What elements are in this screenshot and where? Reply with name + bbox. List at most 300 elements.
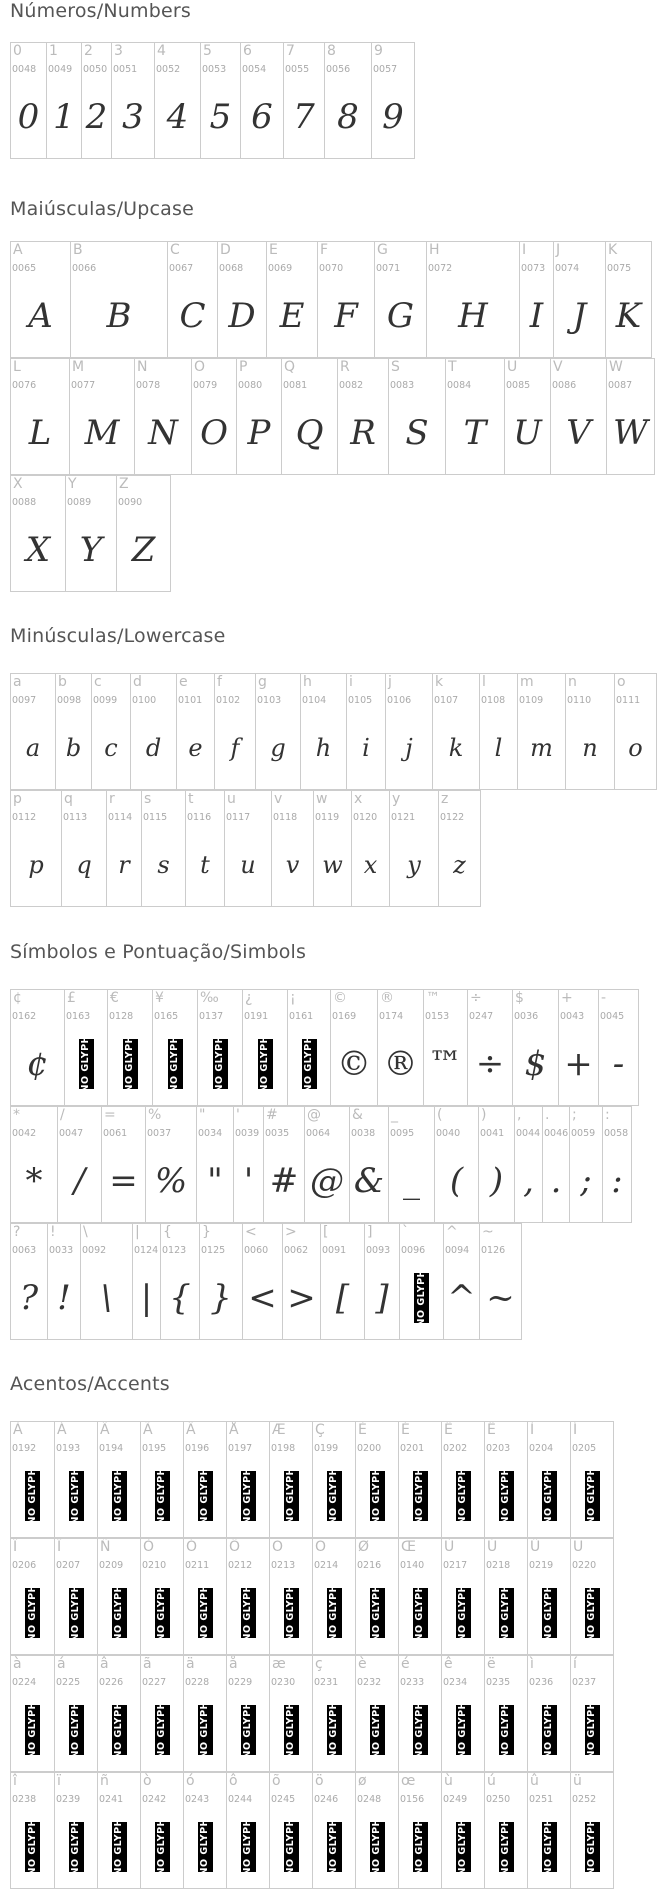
char-label: O: [194, 359, 206, 375]
char-code: 0219: [529, 1560, 554, 1571]
char-code: 0112: [12, 812, 37, 823]
glyph-cell-0072: [426, 241, 520, 358]
no-glyph-label: NO GLYPH: [328, 1817, 340, 1876]
glyph-cell-0113: [61, 790, 107, 907]
char-label: w: [316, 791, 328, 807]
no-glyph-box: [284, 1700, 299, 1759]
glyph-cell-0203: [484, 1421, 528, 1538]
char-label: Â: [100, 1422, 110, 1438]
no-glyph-box: [258, 1034, 273, 1093]
no-glyph-box: [327, 1466, 342, 1525]
no-glyph-label: NO GLYPH: [242, 1817, 254, 1876]
glyph-row: [10, 1421, 614, 1538]
char-code: 0249: [443, 1794, 468, 1805]
glyph-sample: [566, 714, 614, 781]
glyph-char: ;: [580, 1160, 592, 1201]
char-label: ô: [229, 1773, 238, 1789]
glyph-cell-0053: [200, 42, 241, 159]
glyph-char: .: [550, 1160, 562, 1201]
glyph-char: \: [100, 1277, 113, 1318]
no-glyph-badge: [442, 1579, 484, 1646]
no-glyph-label: NO GLYPH: [156, 1817, 168, 1876]
glyph-char: 1: [53, 96, 75, 137]
char-code: 0237: [572, 1677, 597, 1688]
glyph-char: h: [315, 733, 332, 762]
char-code: 0060: [244, 1245, 269, 1256]
glyph-cell-0140: [398, 1538, 442, 1655]
char-code: 0075: [607, 263, 632, 274]
glyph-sample: [325, 83, 371, 150]
no-glyph-label: NO GLYPH: [500, 1583, 512, 1642]
no-glyph-box: [499, 1583, 514, 1642]
no-glyph-badge: [356, 1696, 398, 1763]
char-label: Ã: [143, 1422, 153, 1438]
char-label: É: [401, 1422, 410, 1438]
glyph-char: M: [84, 412, 120, 453]
char-code: 0163: [66, 1011, 91, 1022]
char-code: 0056: [326, 64, 351, 75]
glyph-cell-0094: [443, 1223, 480, 1340]
no-glyph-label: NO GLYPH: [457, 1700, 469, 1759]
char-label: 6: [243, 43, 252, 59]
glyph-sample: [92, 714, 130, 781]
glyph-cell-0056: [324, 42, 372, 159]
no-glyph-badge: [313, 1462, 355, 1529]
no-glyph-box: [213, 1034, 228, 1093]
char-label: ©: [333, 990, 347, 1006]
char-code: 0093: [366, 1245, 391, 1256]
glyph-char: n: [582, 733, 598, 762]
glyph-char: u: [240, 850, 256, 879]
glyph-char: D: [228, 295, 256, 336]
glyph-cell-0109: [517, 673, 566, 790]
char-code: 0161: [289, 1011, 314, 1022]
glyph-cell-0121: [389, 790, 439, 907]
char-label: |: [135, 1224, 140, 1240]
no-glyph-label: NO GLYPH: [415, 1268, 427, 1327]
char-label: K: [608, 242, 618, 258]
glyph-cell-0227: [140, 1655, 184, 1772]
char-label: e: [179, 674, 188, 690]
glyph-cell-0103: [255, 673, 301, 790]
glyph-cell-0038: [349, 1106, 389, 1223]
char-code: 0116: [187, 812, 212, 823]
char-code: 0210: [142, 1560, 167, 1571]
glyph-cell-0061: [101, 1106, 146, 1223]
glyph-cell-0217: [441, 1538, 485, 1655]
glyph-cell-0235: [484, 1655, 528, 1772]
char-code: 0098: [57, 695, 82, 706]
char-label: f: [217, 674, 222, 690]
no-glyph-label: NO GLYPH: [26, 1583, 38, 1642]
no-glyph-badge: [288, 1030, 330, 1097]
glyph-char: J: [572, 295, 587, 336]
char-label: a: [13, 674, 22, 690]
char-code: 0052: [156, 64, 181, 75]
char-label: Å: [229, 1422, 239, 1438]
char-label: s: [144, 791, 152, 807]
char-code: 0041: [480, 1128, 505, 1139]
char-code: 0103: [257, 695, 282, 706]
no-glyph-label: NO GLYPH: [500, 1817, 512, 1876]
glyph-cell-0196: [183, 1421, 227, 1538]
char-label: @: [307, 1107, 321, 1123]
glyph-cell-0120: [351, 790, 390, 907]
glyph-cell-0248: [355, 1772, 399, 1889]
glyph-sample: [389, 399, 445, 466]
char-label: £: [67, 990, 76, 1006]
char-code: 0241: [99, 1794, 124, 1805]
glyph-cell-0098: [55, 673, 92, 790]
char-code: 0083: [390, 380, 415, 391]
glyph-cell-0153: [423, 989, 468, 1106]
no-glyph-badge: [528, 1813, 570, 1880]
no-glyph-box: [327, 1817, 342, 1876]
char-code: 0044: [516, 1128, 541, 1139]
glyph-sample: [386, 714, 432, 781]
char-code: 0220: [572, 1560, 597, 1571]
char-label: P: [239, 359, 248, 375]
char-code: 0107: [434, 695, 459, 706]
glyph-cell-0075: [605, 241, 652, 358]
glyph-sample: [427, 282, 519, 349]
glyph-sample: [350, 1147, 388, 1214]
no-glyph-label: NO GLYPH: [156, 1700, 168, 1759]
char-code: 0252: [572, 1794, 597, 1805]
char-label: ù: [444, 1773, 453, 1789]
char-label: C: [170, 242, 180, 258]
char-code: 0073: [521, 263, 546, 274]
no-glyph-box: [198, 1466, 213, 1525]
no-glyph-badge: [571, 1579, 613, 1646]
no-glyph-badge: [108, 1030, 152, 1097]
char-code: 0196: [185, 1443, 210, 1454]
glyph-cell-0065: [10, 241, 71, 358]
glyph-sample: [47, 83, 81, 150]
char-label: p: [13, 791, 22, 807]
glyph-char: %: [154, 1160, 188, 1201]
no-glyph-badge: [485, 1462, 527, 1529]
char-label: I: [522, 242, 527, 258]
glyph-sample: [56, 714, 91, 781]
no-glyph-box: [414, 1268, 429, 1327]
glyph-char: P: [247, 412, 271, 453]
glyph-char: C: [179, 295, 206, 336]
char-label: Ø: [358, 1539, 370, 1555]
glyph-sample: [347, 714, 385, 781]
glyph-cell-0095: [388, 1106, 435, 1223]
no-glyph-box: [284, 1466, 299, 1525]
char-label: %: [148, 1107, 162, 1123]
no-glyph-label: NO GLYPH: [199, 1700, 211, 1759]
char-code: 0077: [71, 380, 96, 391]
glyph-cell-0078: [134, 358, 192, 475]
glyph-cell-0226: [97, 1655, 141, 1772]
no-glyph-box: [370, 1700, 385, 1759]
glyph-char: i: [362, 733, 370, 762]
no-glyph-box: [241, 1583, 256, 1642]
char-code: 0211: [185, 1560, 210, 1571]
glyph-cell-0238: [10, 1772, 55, 1889]
char-label: ®: [380, 990, 394, 1006]
no-glyph-badge: [184, 1462, 226, 1529]
glyph-cell-0043: [558, 989, 599, 1106]
char-code: 0239: [56, 1794, 81, 1805]
glyph-char: <: [248, 1277, 277, 1318]
glyph-cell-0079: [191, 358, 237, 475]
no-glyph-badge: [55, 1813, 97, 1880]
glyph-cell-0218: [484, 1538, 528, 1655]
glyph-sample: [520, 282, 553, 349]
char-code: 0238: [12, 1794, 37, 1805]
glyph-cell-0213: [269, 1538, 313, 1655]
glyph-sample: [71, 282, 167, 349]
no-glyph-label: NO GLYPH: [124, 1034, 136, 1093]
no-glyph-label: NO GLYPH: [113, 1466, 125, 1525]
no-glyph-badge: [442, 1462, 484, 1529]
glyph-cell-0105: [346, 673, 386, 790]
char-code: 0092: [82, 1245, 107, 1256]
char-label: è: [358, 1656, 367, 1672]
glyph-sample: [117, 516, 170, 583]
char-label: Î: [13, 1539, 18, 1555]
glyph-cell-0162: [10, 989, 65, 1106]
glyph-char: 3: [122, 96, 144, 137]
char-label: z: [441, 791, 449, 807]
no-glyph-label: NO GLYPH: [285, 1700, 297, 1759]
char-label: u: [227, 791, 236, 807]
glyph-sample: [11, 282, 70, 349]
glyph-sample: [225, 831, 271, 898]
glyph-sample: [305, 1147, 349, 1214]
no-glyph-badge: [528, 1462, 570, 1529]
glyph-sample: [505, 399, 550, 466]
char-code: 0162: [12, 1011, 37, 1022]
char-code: 0090: [118, 497, 143, 508]
char-label: 2: [84, 43, 93, 59]
glyph-cell-0212: [226, 1538, 270, 1655]
no-glyph-box: [302, 1034, 317, 1093]
char-label: 4: [157, 43, 166, 59]
char-label: ‰: [200, 990, 219, 1006]
glyph-char: f: [230, 733, 240, 762]
char-code: 0212: [228, 1560, 253, 1571]
char-label: ó: [186, 1773, 195, 1789]
no-glyph-label: NO GLYPH: [199, 1466, 211, 1525]
no-glyph-box: [112, 1817, 127, 1876]
glyph-char: {: [169, 1277, 191, 1318]
char-code: 0218: [486, 1560, 511, 1571]
section-title-numbers: Números/Numbers: [10, 0, 191, 22]
char-code: 0198: [271, 1443, 296, 1454]
char-code: 0205: [572, 1443, 597, 1454]
no-glyph-label: NO GLYPH: [70, 1700, 82, 1759]
no-glyph-badge: [11, 1462, 54, 1529]
glyph-char: q: [76, 850, 92, 879]
glyph-cell-0084: [445, 358, 505, 475]
char-label: Í: [573, 1422, 578, 1438]
no-glyph-badge: [399, 1813, 441, 1880]
glyph-row: [10, 1655, 614, 1772]
char-code: 0051: [113, 64, 138, 75]
no-glyph-label: NO GLYPH: [113, 1700, 125, 1759]
no-glyph-label: NO GLYPH: [543, 1817, 555, 1876]
no-glyph-box: [542, 1700, 557, 1759]
glyph-sample: [554, 282, 605, 349]
glyph-cell-0114: [106, 790, 142, 907]
glyph-cell-0077: [69, 358, 135, 475]
glyph-sample: [389, 1147, 434, 1214]
no-glyph-label: NO GLYPH: [371, 1583, 383, 1642]
glyph-char: l: [494, 733, 503, 762]
glyph-char: o: [628, 733, 643, 762]
glyph-sample: [256, 714, 300, 781]
char-label: ¢: [13, 990, 22, 1006]
char-label: V: [553, 359, 563, 375]
char-label: ¥: [155, 990, 164, 1006]
no-glyph-box: [112, 1583, 127, 1642]
char-code: 0228: [185, 1677, 210, 1688]
glyph-char: ¢: [26, 1043, 49, 1084]
glyph-cell-0234: [441, 1655, 485, 1772]
glyph-row: [10, 475, 171, 592]
glyph-char: /: [73, 1160, 86, 1201]
glyph-cell-0100: [130, 673, 177, 790]
char-label: 7: [286, 43, 295, 59]
glyph-cell-0117: [224, 790, 272, 907]
no-glyph-label: NO GLYPH: [328, 1466, 340, 1525]
char-code: 0235: [486, 1677, 511, 1688]
char-label: 3: [114, 43, 123, 59]
glyph-sample: [599, 1030, 638, 1097]
glyph-sample: [439, 831, 480, 898]
char-code: 0101: [178, 695, 203, 706]
glyph-sample: [11, 831, 61, 898]
char-code: 0045: [600, 1011, 625, 1022]
glyph-cell-0165: [152, 989, 198, 1106]
char-code: 0232: [357, 1677, 382, 1688]
glyph-cell-0049: [46, 42, 82, 159]
glyph-cell-0076: [10, 358, 70, 475]
glyph-cell-0198: [269, 1421, 313, 1538]
char-code: 0096: [401, 1245, 426, 1256]
char-label: ä: [186, 1656, 195, 1672]
glyph-sample: [62, 831, 106, 898]
char-code: 0140: [400, 1560, 425, 1571]
glyph-row: [10, 241, 652, 358]
glyph-sample: [135, 399, 191, 466]
glyph-char: Z: [131, 529, 156, 570]
no-glyph-badge: [400, 1264, 443, 1331]
char-label: ê: [444, 1656, 453, 1672]
char-label: [: [323, 1224, 329, 1240]
char-label: Ò: [143, 1539, 155, 1555]
no-glyph-label: NO GLYPH: [242, 1583, 254, 1642]
glyph-cell-0087: [606, 358, 655, 475]
glyph-sample: [283, 1264, 320, 1331]
char-code: 0078: [136, 380, 161, 391]
char-code: 0193: [56, 1443, 81, 1454]
char-label: ~: [482, 1224, 494, 1240]
char-code: 0039: [235, 1128, 260, 1139]
char-code: 0230: [271, 1677, 296, 1688]
char-label: X: [13, 476, 23, 492]
char-code: 0040: [436, 1128, 461, 1139]
glyph-sample: [66, 516, 116, 583]
char-code: 0194: [99, 1443, 124, 1454]
char-label: ": [199, 1107, 206, 1123]
char-code: 0192: [12, 1443, 37, 1454]
glyph-sample: [480, 714, 517, 781]
char-label: œ: [401, 1773, 416, 1789]
no-glyph-badge: [270, 1579, 312, 1646]
glyph-cell-0126: [479, 1223, 522, 1340]
glyph-char: s: [157, 850, 170, 879]
char-code: 0053: [202, 64, 227, 75]
no-glyph-label: NO GLYPH: [457, 1583, 469, 1642]
glyph-char: k: [448, 733, 464, 762]
char-code: 0126: [481, 1245, 506, 1256]
char-label: ]: [367, 1224, 373, 1240]
glyph-sample: [479, 1147, 514, 1214]
char-label: Ù: [444, 1539, 455, 1555]
no-glyph-label: NO GLYPH: [80, 1034, 92, 1093]
glyph-cell-0110: [565, 673, 615, 790]
char-code: 0165: [154, 1011, 179, 1022]
char-code: 0229: [228, 1677, 253, 1688]
glyph-cell-0236: [527, 1655, 571, 1772]
no-glyph-badge: [227, 1579, 269, 1646]
no-glyph-box: [413, 1466, 428, 1525]
glyph-char: t: [200, 850, 210, 879]
glyph-sample: [606, 282, 651, 349]
glyph-cell-0066: [70, 241, 168, 358]
char-label: Ì: [530, 1422, 535, 1438]
no-glyph-badge: [98, 1462, 140, 1529]
char-label: <: [245, 1224, 257, 1240]
glyph-cell-0174: [377, 989, 424, 1106]
char-code: 0244: [228, 1794, 253, 1805]
glyph-cell-0041: [478, 1106, 515, 1223]
char-label: Ñ: [100, 1539, 111, 1555]
char-label: ^: [446, 1224, 458, 1240]
glyph-char: w: [322, 850, 343, 879]
glyph-cell-0232: [355, 1655, 399, 1772]
char-label: Œ: [401, 1539, 416, 1555]
char-code: 0204: [529, 1443, 554, 1454]
glyph-cell-0054: [240, 42, 284, 159]
char-code: 0036: [514, 1011, 539, 1022]
glyph-cell-0204: [527, 1421, 571, 1538]
no-glyph-badge: [356, 1462, 398, 1529]
glyph-cell-0137: [197, 989, 243, 1106]
char-label: ì: [530, 1656, 534, 1672]
no-glyph-label: NO GLYPH: [414, 1466, 426, 1525]
char-label: Ä: [186, 1422, 196, 1438]
no-glyph-badge: [11, 1696, 54, 1763]
char-code: 0037: [147, 1128, 172, 1139]
glyph-char: ®: [383, 1043, 418, 1084]
no-glyph-box: [25, 1466, 40, 1525]
glyph-cell-0231: [312, 1655, 356, 1772]
glyph-cell-0107: [432, 673, 480, 790]
no-glyph-box: [112, 1466, 127, 1525]
no-glyph-box: [456, 1583, 471, 1642]
glyph-char: 6: [251, 96, 273, 137]
char-label: l: [482, 674, 486, 690]
no-glyph-box: [112, 1700, 127, 1759]
no-glyph-box: [198, 1817, 213, 1876]
